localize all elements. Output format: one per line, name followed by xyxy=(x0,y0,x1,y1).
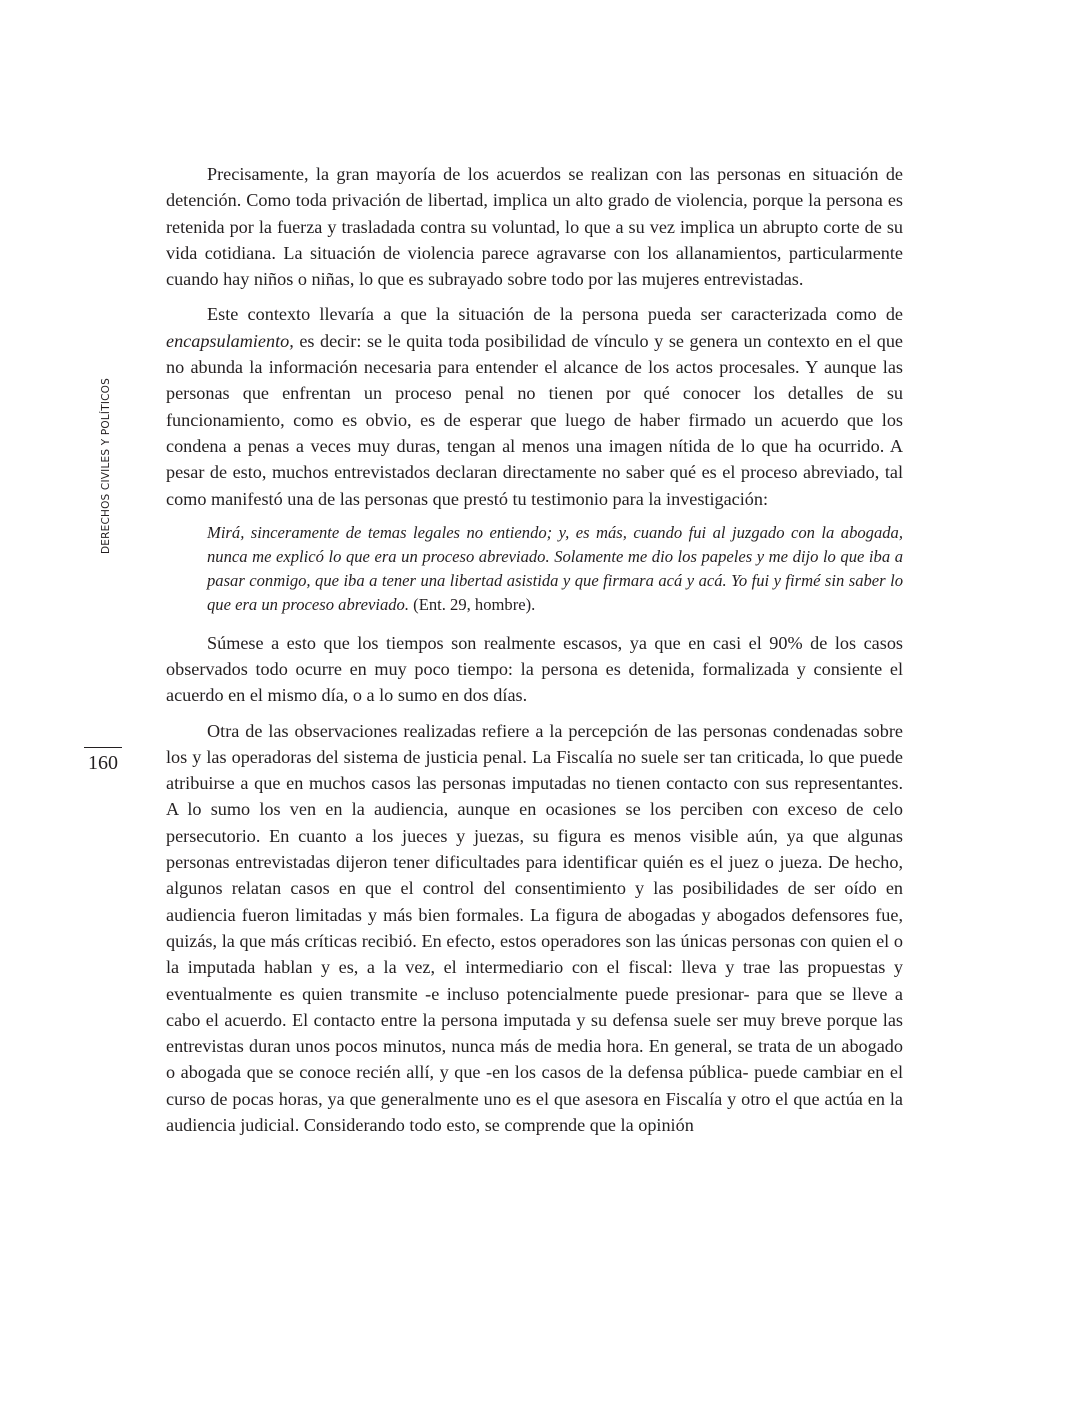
page-number: 160 xyxy=(88,752,118,774)
folio-rule xyxy=(84,747,122,748)
paragraph-1: Precisamente, la gran mayoría de los acuerdos se realizan con las personas en situación de detención. Como toda privación de libertad, implica un alto grado de violencia, porque la persona es retenida por la fuerza y trasladada contra su voluntad, lo que a su vez implica un abrupto corte de su vida cotidiana. La situación de violencia parece agravarse con los allanamientos, particularmente cuando hay niños o niñas, lo que es subrayado sobre todo por las mujeres entrevistadas. xyxy=(166,164,903,290)
paragraph-2-part-b: es decir: se le quita toda posibilidad de vínculo y se genera un contexto en el que no abunda la información necesaria para entender el alcance de los actos procesales. Y aunque las personas que enfrentan un proceso penal no tienen por qué conocer los detalles de su funcionamiento, como es obvio, es de esperar que luego de haber firmado un acuerdo que los condena a penas a veces muy duras, tengan al menos una imagen nítida de lo que ha ocurrido. A pesar de esto, muchos entrevistados declaran directamente no saber qué es el proceso abreviado, tal como manifestó una de las personas que prestó tu testimonio para la investigación: xyxy=(166,330,903,509)
paragraph-4: Otra de las observaciones realizadas refiere a la percepción de las personas condenadas sobre los y las operadoras del sistema de justicia penal. La Fiscalía no suele ser tan criticada, lo que puede atribuirse a que en muchos casos las personas imputadas no tienen contacto con sus representantes. A lo sumo los ven en la audiencia, aunque en ocasiones se los perciben con exceso de celo persecutorio. En cuanto a los jueces y juezas, su figura es menos visible aún, ya que algunas personas entrevistadas dijeron tener dificultades para identificar quién es el juez o jueza. De hecho, algunos relatan casos en que el control del consentimiento y las posibilidades de ser oído en audiencia fueron limitadas y más bien formales. La figura de abogadas y abogados defensores fue, quizás, la que más críticas recibió. En efecto, estos operadores son las únicas personas con quien el o la imputada hablan y es, a la vez, el intermediario con el fiscal: lleva y trae las propuestas y eventualmente es quien transmite -e incluso potencialmente puede presionar- para que se lleve a cabo el acuerdo. El contacto entre la persona imputada y su defensa suele ser muy breve porque las entrevistas duran unos pocos minutos, nunca más de media hora. En general, se trata de un abogado o abogada que se conoce recién allí, y que -en los casos de la defensa pública- puede cambiar en el curso de pocas horas, ya que generalmente uno es el que asesora en Fiscalía y otro el que actúa en la audiencia judicial. Considerando todo esto, se comprende que la opinión xyxy=(166,720,903,1136)
paragraph-2-part-a: Este contexto llevaría a que la situación de la persona pueda ser caracterizada como de xyxy=(207,304,903,325)
paragraph-2-emphasis: encapsulamiento, xyxy=(166,330,294,351)
block-quote-text: Mirá, sinceramente de temas legales no entiendo; y, es más, cuando fui al juzgado con la abogada, nunca me explicó lo que era un proceso abreviado. Solamente me dio los papeles y me dijo lo que iba a pasar conmigo, que iba a tener una libertad asistida y que firmara acá y acá. Yo fui y firmé sin saber lo que era un proceso abreviado. xyxy=(207,522,903,615)
body-text xyxy=(166,161,903,1147)
block-quote xyxy=(207,521,903,618)
running-head-text: DERECHOS CIVILES Y POLÍTICOS xyxy=(100,377,112,555)
block-quote-reference: (Ent. 29, hombre). xyxy=(409,595,536,615)
paragraph-3: Súmese a esto que los tiempos son realmente escasos, ya que en casi el 90% de los casos observados todo ocurre en muy poco tiempo: la persona es detenida, formalizada y consiente el acuerdo en el mismo día, o a lo sumo en dos días. xyxy=(166,632,903,706)
paragraph-2 xyxy=(166,301,903,511)
